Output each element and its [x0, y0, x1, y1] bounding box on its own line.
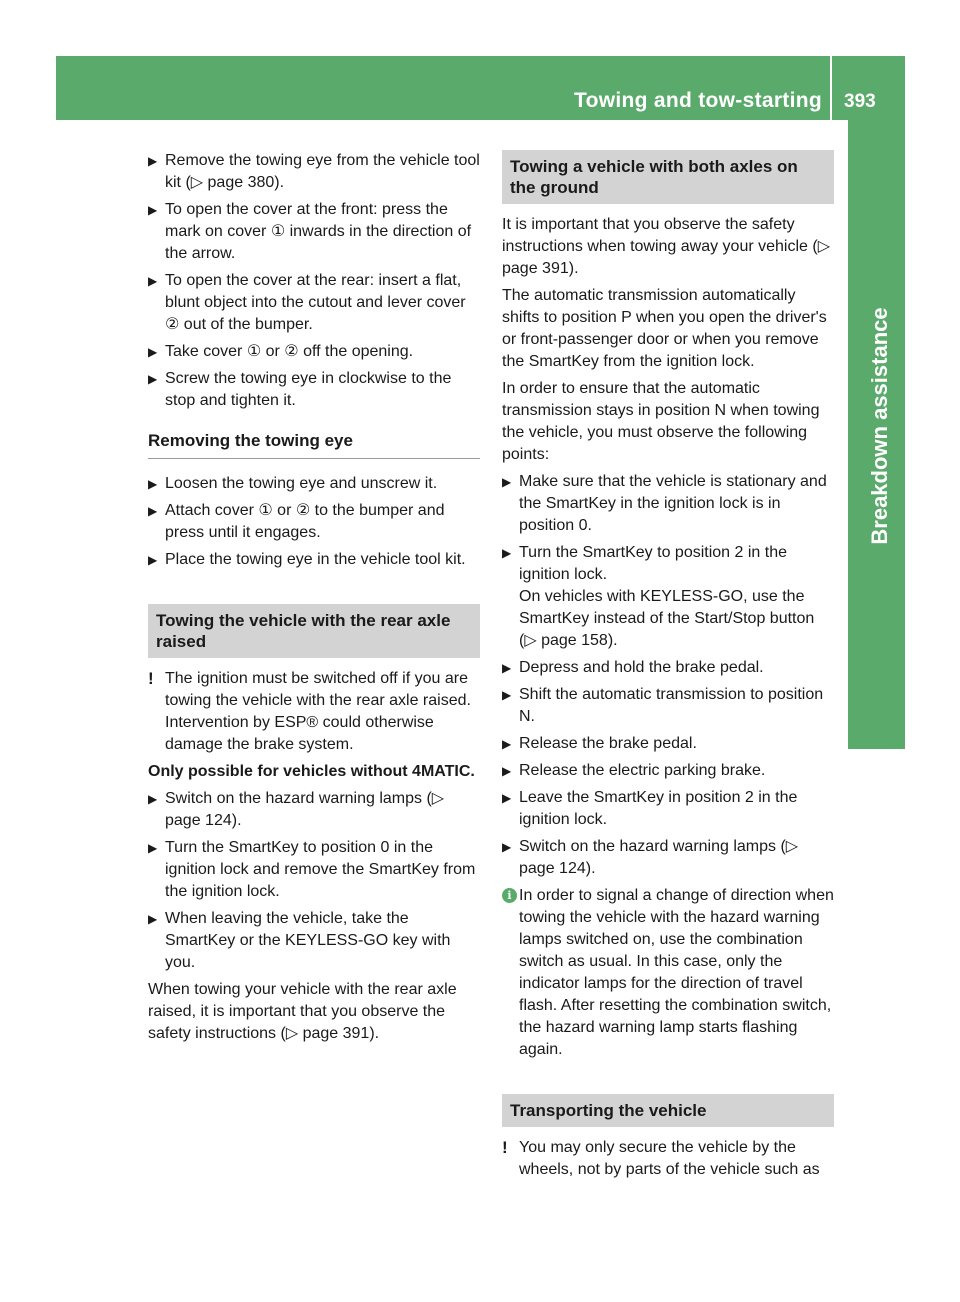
warning-note: ! The ignition must be switched off if you are towing the vehicle with the rear axle raised. Intervention by ESP® could otherwise damage the brake system. — [148, 669, 471, 753]
step-arrow-icon: ▶ — [148, 154, 158, 168]
step-arrow-icon: ▶ — [502, 840, 512, 854]
step-arrow-icon: ▶ — [148, 345, 158, 359]
header-bar — [56, 56, 905, 120]
step-arrow-icon: ▶ — [502, 737, 512, 751]
info-note: i In order to signal a change of direction when towing the vehicle with the hazard warning lamps switched on, use the combination switch as usual. In this case, only the indicator lamps for the direction of travel flash. After resetting the combination switch, the hazard warning lamp starts flashing again. — [502, 885, 834, 1061]
instruction-step: ▶ Turn the SmartKey to position 0 in the ignition lock and remove the SmartKey from the ignition lock. — [148, 839, 476, 900]
step-arrow-icon: ▶ — [502, 791, 512, 805]
instruction-step: ▶ Attach cover ① or ② to the bumper and press until it engages. — [148, 502, 445, 541]
instruction-step: ▶ Shift the automatic transmission to position N. — [502, 686, 824, 725]
side-tab-marker — [848, 706, 905, 749]
instruction-step: ▶ Leave the SmartKey in position 2 in the ignition lock. — [502, 789, 798, 828]
info-icon: i — [502, 888, 517, 903]
instruction-step: ▶ Make sure that the vehicle is stationary and the SmartKey in the ignition lock is in position 0. — [502, 473, 827, 534]
step-arrow-icon: ▶ — [502, 661, 512, 675]
instruction-step: ▶ When leaving the vehicle, take the SmartKey or the KEYLESS-GO key with you. — [148, 910, 451, 971]
instruction-step: ▶ Place the towing eye in the vehicle tool kit. — [148, 549, 480, 571]
step-arrow-icon: ▶ — [148, 203, 158, 217]
instruction-step: ▶ Switch on the hazard warning lamps (▷ page 124). — [502, 838, 799, 877]
step-arrow-icon: ▶ — [502, 475, 512, 489]
step-arrow-icon: ▶ — [148, 792, 158, 806]
both-axles-heading: Towing a vehicle with both axles on the ground — [502, 150, 834, 204]
right-column — [502, 150, 834, 1186]
body-paragraph: In order to ensure that the automatic transmission stays in position N when towing the vehicle, you must observe the following points: — [502, 380, 820, 463]
step-arrow-icon: ▶ — [148, 553, 158, 567]
removing-towing-eye-heading: Removing the towing eye — [148, 430, 480, 459]
instruction-step: ▶ Take cover ① or ② off the opening. — [148, 341, 480, 363]
instruction-step: ▶ Remove the towing eye from the vehicle tool kit (▷ page 380). — [148, 152, 480, 191]
step-arrow-icon: ▶ — [502, 688, 512, 702]
page-section-title: Towing and tow-starting — [574, 89, 822, 112]
closing-paragraph: When towing your vehicle with the rear axle raised, it is important that you observe the safety instructions (▷ page 391). — [148, 981, 457, 1042]
side-chapter-label: Breakdown assistance — [867, 307, 892, 545]
header-divider — [830, 56, 832, 120]
only-possible-note: Only possible for vehicles without 4MATIC. — [148, 763, 475, 780]
instruction-step: ▶ Screw the towing eye in clockwise to the stop and tighten it. — [148, 370, 452, 409]
step-arrow-icon: ▶ — [502, 764, 512, 778]
step-arrow-icon: ▶ — [148, 504, 158, 518]
instruction-step: ▶ Turn the SmartKey to position 2 in the ignition lock. On vehicles with KEYLESS-GO, use the SmartKey instead of the Start/Stop button (▷ page 158). — [502, 542, 834, 652]
instruction-step: ▶ Depress and hold the brake pedal. — [502, 657, 834, 679]
step-arrow-icon: ▶ — [148, 912, 158, 926]
step-arrow-icon: ▶ — [502, 546, 512, 560]
instruction-step: ▶ To open the cover at the rear: insert a flat, blunt object into the cutout and lever cover ② out of the bumper. — [148, 272, 466, 333]
warning-note: ! You may only secure the vehicle by the wheels, not by parts of the vehicle such as — [502, 1138, 820, 1178]
instruction-step: ▶ Loosen the towing eye and unscrew it. — [148, 473, 480, 495]
body-paragraph: The automatic transmission automatically shifts to position P when you open the driver's or front-passenger door or when you remove the SmartKey from the ignition lock. — [502, 287, 827, 370]
step-arrow-icon: ▶ — [148, 274, 158, 288]
instruction-step: ▶ Release the electric parking brake. — [502, 760, 834, 782]
keyless-go-note: On vehicles with KEYLESS-GO, use the SmartKey instead of the Start/Stop button (▷ page 158). — [519, 588, 815, 649]
exclamation-icon: ! — [148, 669, 154, 688]
body-paragraph: It is important that you observe the safety instructions when towing away your vehicle (▷ page 391). — [502, 216, 831, 277]
step-arrow-icon: ▶ — [148, 841, 158, 855]
instruction-step: ▶ Switch on the hazard warning lamps (▷ page 124). — [148, 790, 445, 829]
transporting-heading: Transporting the vehicle — [502, 1094, 834, 1127]
instruction-step: ▶ To open the cover at the front: press the mark on cover ① inwards in the direction of the arrow. — [148, 201, 472, 262]
rear-axle-heading: Towing the vehicle with the rear axle raised — [148, 604, 480, 658]
exclamation-icon: ! — [502, 1138, 508, 1157]
left-column — [148, 150, 480, 1050]
page-number: 393 — [844, 91, 876, 112]
instruction-step: ▶ Release the brake pedal. — [502, 733, 834, 755]
step-arrow-icon: ▶ — [148, 372, 158, 386]
step-arrow-icon: ▶ — [148, 477, 158, 491]
